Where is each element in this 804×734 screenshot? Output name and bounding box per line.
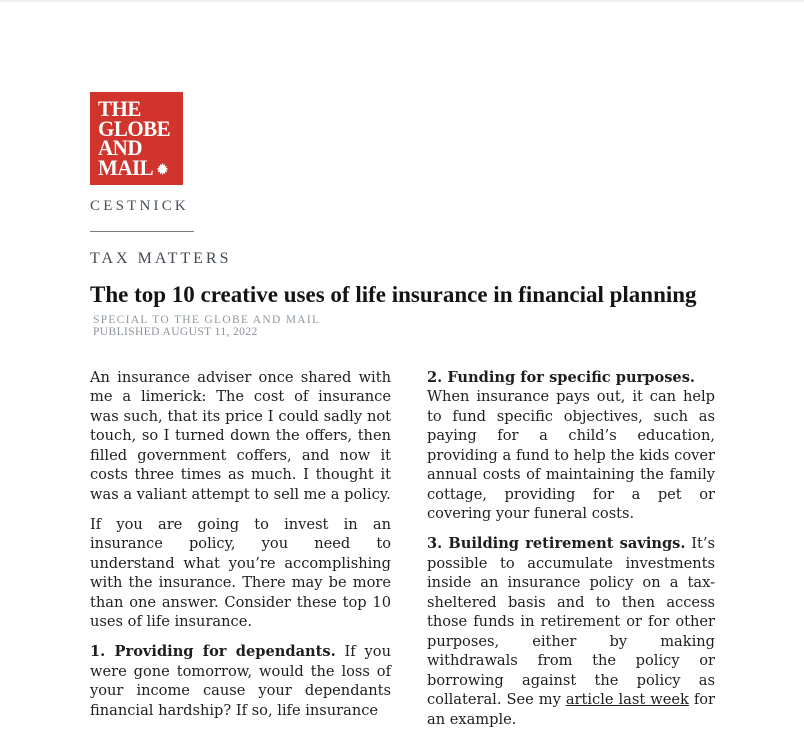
logo-line-mail: MAIL xyxy=(98,158,153,179)
attribution-line: SPECIAL TO THE GLOBE AND MAIL xyxy=(93,314,804,327)
paragraph-text: It’s possible to accumulate investments inside an insurance policy on a tax-sheltered basis and to then access those funds in retirement or for other purposes, either by making withdrawals from the policy or borrowing against the policy as collateral. See my xyxy=(427,535,715,708)
logo-line-and: AND xyxy=(98,138,183,159)
logo-line-globe: GLOBE xyxy=(98,119,183,140)
paragraph-text: When insurance pays out, it can help to fund specific objectives, such as paying for a child’s education, providing a fund to help the kids cover annual costs of maintaining the family cottage, providing for a pet or covering your funeral costs. xyxy=(427,388,715,522)
paragraph-item-3-building-retirement-savings xyxy=(427,534,715,729)
author-masthead: CESTNICK xyxy=(90,198,804,215)
article-page xyxy=(0,2,804,734)
paragraph-limerick xyxy=(90,368,391,505)
globe-and-mail-logo[interactable] xyxy=(90,92,183,185)
logo-line-the: THE xyxy=(98,99,183,120)
paragraph-lead: 2. Funding for specific purposes. xyxy=(427,369,695,386)
column-right xyxy=(427,368,715,734)
paragraph-item-1-providing-for-dependants xyxy=(90,642,391,720)
paragraph-lead: 1. Providing for dependants. xyxy=(90,643,336,660)
paragraph-text: If you were gone tomorrow, would the loss of your income cause your dependants financial hardship? If so, life insurance xyxy=(90,643,391,719)
article-title: The top 10 creative uses of life insurance in financial planning xyxy=(90,281,755,310)
paragraph-lead: 3. Building retirement savings. xyxy=(427,535,685,552)
maple-leaf-icon xyxy=(156,162,169,176)
published-date: PUBLISHED AUGUST 11, 2022 xyxy=(93,326,804,339)
divider-rule xyxy=(90,231,194,232)
article-last-week-link[interactable]: article last week xyxy=(566,691,689,708)
section-label: TAX MATTERS xyxy=(90,250,804,268)
paragraph-item-2-funding-specific-purposes xyxy=(427,368,715,524)
column-left xyxy=(90,368,391,734)
paragraph-text: An insurance adviser once shared with me a limerick: The cost of insurance was such, that its price I could sadly not touch, so I turned down the offers, then filled government coffers, and now it costs three times as much. I thought it was a valiant attempt to sell me a policy. xyxy=(90,369,391,503)
paragraph-text: If you are going to invest in an insurance policy, you need to understand what you’re accomplishing with the insurance. There may be more than one answer. Consider these top 10 uses of life insurance. xyxy=(90,516,391,631)
article-body xyxy=(90,368,804,734)
paragraph-intro xyxy=(90,515,391,632)
paragraph-text: for an example. xyxy=(427,691,715,728)
